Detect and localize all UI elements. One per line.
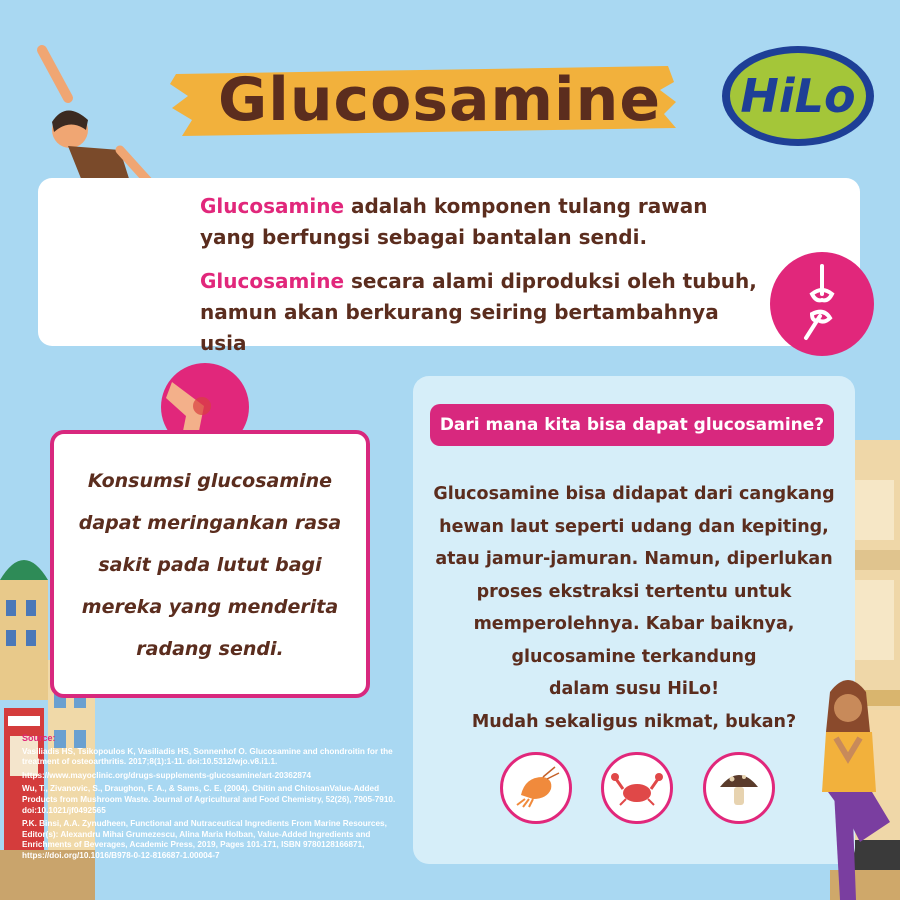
svg-text:HiLo: HiLo <box>740 69 856 123</box>
crab-icon <box>601 752 673 824</box>
hilo-logo <box>718 40 878 150</box>
question-banner: Dari mana kita bisa dapat glucosamine? <box>430 404 834 446</box>
source-ref: P.K. Binsi, A.A. Zynudheen, Functional and Nutraceutical Ingredients From Marine Resources, Editor(s): Alexandru Mihai Grumezescu, Alina Maria Holban, Value-Added Ingredients and Enrichments of Beverages, Academic Press, 2019, Pages 101-171, ISBN 9780128166871, https://doi.org/10.1016/B978-0-12-816687-1.00004-7 <box>22 819 387 860</box>
benefit-text: Konsumsi glucosamine dapat meringankan rasa sakit pada lutut bagi mereka yang menderita radang sendi. <box>78 470 342 660</box>
sources-list <box>22 733 412 862</box>
source-ref: Vasiliadis HS, Tsikopoulos K, Vasiliadis HS, Sonnenhof O. Glucosamine and chondroitin for the treatment of osteoarthritis. 2017;8(1):1-11. doi:10.5312/wjo.v8.i1.1. <box>22 746 393 767</box>
highlight-term: Glucosamine <box>200 194 345 218</box>
yoga-person-illustration <box>800 672 900 900</box>
highlight-term: Glucosamine <box>200 269 345 293</box>
sources-label: Source: <box>22 733 56 743</box>
benefit-card <box>50 430 370 698</box>
source-ref: https://www.mayoclinic.org/drugs-supplements-glucosamine/art-20362874 <box>22 770 312 780</box>
source-info-text: Glucosamine bisa didapat dari cangkang hewan laut seperti udang dan kepiting, atau jamur-jamuran. Namun, diperlukan proses ekstraksi tertentu untuk memperolehnya. Kabar baiknya, glucosamine terkandung dalam susu HiLo! Mudah sekaligus nikmat, bukan? <box>433 484 835 732</box>
shrimp-icon <box>500 752 572 824</box>
source-ref: Wu, T., Zivanovic, S., Draughon, F. A., & Sams, C. E. (2004). Chitin and ChitosanValue-Added Products from Mushroom Waste. Journal of Agricultural and Food Chemistry, 52(26), 7905-7910. doi:10.1021/jf0492565 <box>22 784 396 815</box>
bone-joint-icon <box>768 250 876 358</box>
intro-paragraph-definition: Glucosamine adalah komponen tulang rawan yang berfungsi sebagai bantalan sendi. <box>200 194 708 249</box>
intro-card <box>38 178 860 355</box>
mushroom-icon <box>703 752 775 824</box>
intro-paragraph-production: Glucosamine secara alami diproduksi oleh tubuh, namun akan berkurang seiring bertambahnya usia <box>200 269 757 355</box>
page-title: Glucosamine <box>218 65 662 135</box>
